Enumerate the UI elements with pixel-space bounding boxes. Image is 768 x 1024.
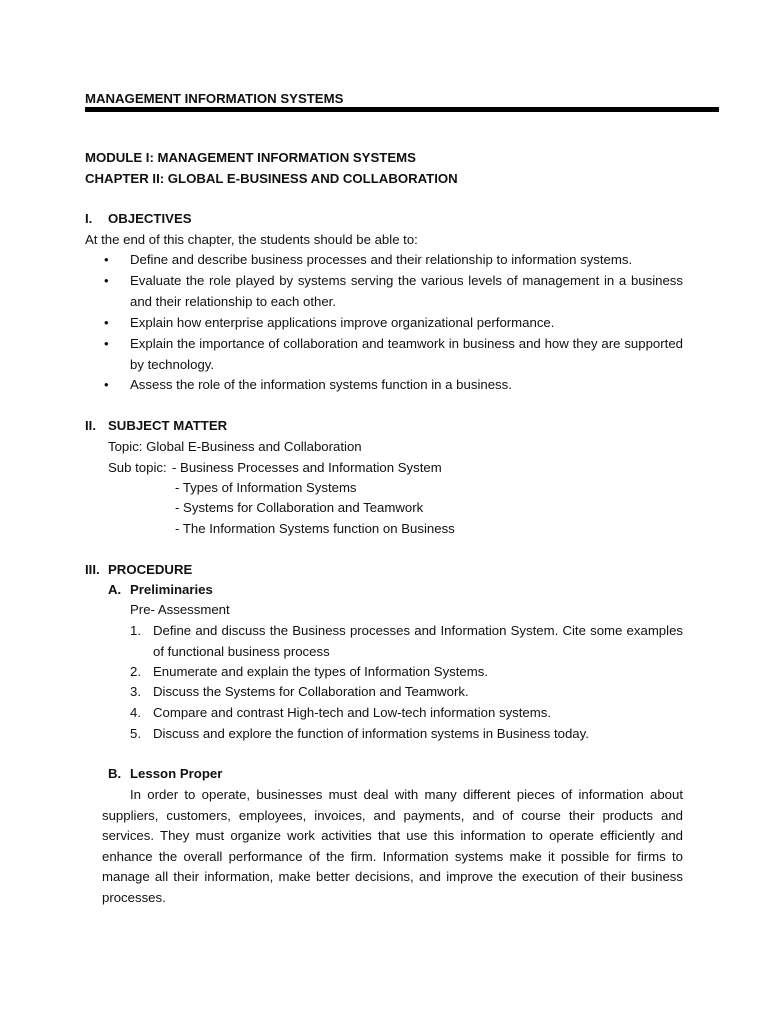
objectives-intro: At the end of this chapter, the students should be able to: bbox=[85, 232, 418, 247]
topic-line: Topic: Global E-Business and Collaboration bbox=[108, 439, 362, 454]
subsection-letter-preliminaries: A. bbox=[108, 582, 122, 597]
section-heading-procedure: PROCEDURE bbox=[108, 562, 193, 577]
subsection-heading-preliminaries: Preliminaries bbox=[130, 582, 213, 597]
subtopic-item: - Business Processes and Information System bbox=[172, 460, 442, 475]
section-number-objectives: I. bbox=[85, 211, 93, 226]
header-rule bbox=[85, 107, 719, 112]
assessment-item: Discuss the Systems for Collaboration and Teamwork. bbox=[153, 684, 469, 699]
assessment-item: Define and discuss the Business processes and Information System. Cite some examples of functional business process bbox=[153, 623, 683, 659]
bullet-icon: • bbox=[104, 315, 109, 330]
lesson-paragraph: In order to operate, businesses must deal with many different pieces of information about suppliers, customers, employees, invoices, and payments, and of course their products and services. They must organize work activities that use this information to operate efficiently and enhance the overall performance of the firm. Information systems make it possible for firms to manage all their information, make better decisions, and improve the execution of their business processes. bbox=[102, 787, 683, 905]
list-number: 1. bbox=[130, 623, 141, 638]
section-heading-objectives: OBJECTIVES bbox=[108, 211, 192, 226]
section-heading-subject-matter: SUBJECT MATTER bbox=[108, 418, 228, 433]
module-title: MODULE I: MANAGEMENT INFORMATION SYSTEMS bbox=[85, 150, 416, 165]
assessment-item: Enumerate and explain the types of Information Systems. bbox=[153, 664, 488, 679]
objective-item: Explain how enterprise applications improve organizational performance. bbox=[130, 315, 555, 330]
bullet-icon: • bbox=[104, 252, 109, 267]
subsection-heading-lesson-proper: Lesson Proper bbox=[130, 766, 223, 781]
assessment-item: Compare and contrast High-tech and Low-tech information systems. bbox=[153, 705, 552, 720]
header-title: MANAGEMENT INFORMATION SYSTEMS bbox=[85, 91, 344, 106]
subtopic-item: - The Information Systems function on Business bbox=[175, 521, 455, 536]
assessment-item: Discuss and explore the function of information systems in Business today. bbox=[153, 726, 589, 741]
bullet-icon: • bbox=[104, 336, 109, 351]
list-number: 3. bbox=[130, 684, 141, 699]
bullet-icon: • bbox=[104, 377, 109, 392]
objective-item: Define and describe business processes and their relationship to information systems. bbox=[130, 252, 633, 267]
section-number-procedure: III. bbox=[85, 562, 100, 577]
list-number: 4. bbox=[130, 705, 141, 720]
section-number-subject-matter: II. bbox=[85, 418, 96, 433]
subsection-letter-lesson-proper: B. bbox=[108, 766, 122, 781]
objective-item: Explain the importance of collaboration and teamwork in business and how they are supported by technology. bbox=[130, 336, 683, 372]
subtopic-item: - Types of Information Systems bbox=[175, 480, 357, 495]
objective-item: Evaluate the role played by systems serving the various levels of management in a business and their relationship to each other. bbox=[130, 273, 683, 309]
pre-assessment-label: Pre- Assessment bbox=[130, 602, 230, 617]
bullet-icon: • bbox=[104, 273, 109, 288]
list-number: 5. bbox=[130, 726, 141, 741]
subtopic-label: Sub topic: bbox=[108, 460, 167, 475]
objective-item: Assess the role of the information systems function in a business. bbox=[130, 377, 512, 392]
subtopic-item: - Systems for Collaboration and Teamwork bbox=[175, 500, 424, 515]
chapter-title: CHAPTER II: GLOBAL E-BUSINESS AND COLLABORATION bbox=[85, 171, 458, 186]
list-number: 2. bbox=[130, 664, 141, 679]
